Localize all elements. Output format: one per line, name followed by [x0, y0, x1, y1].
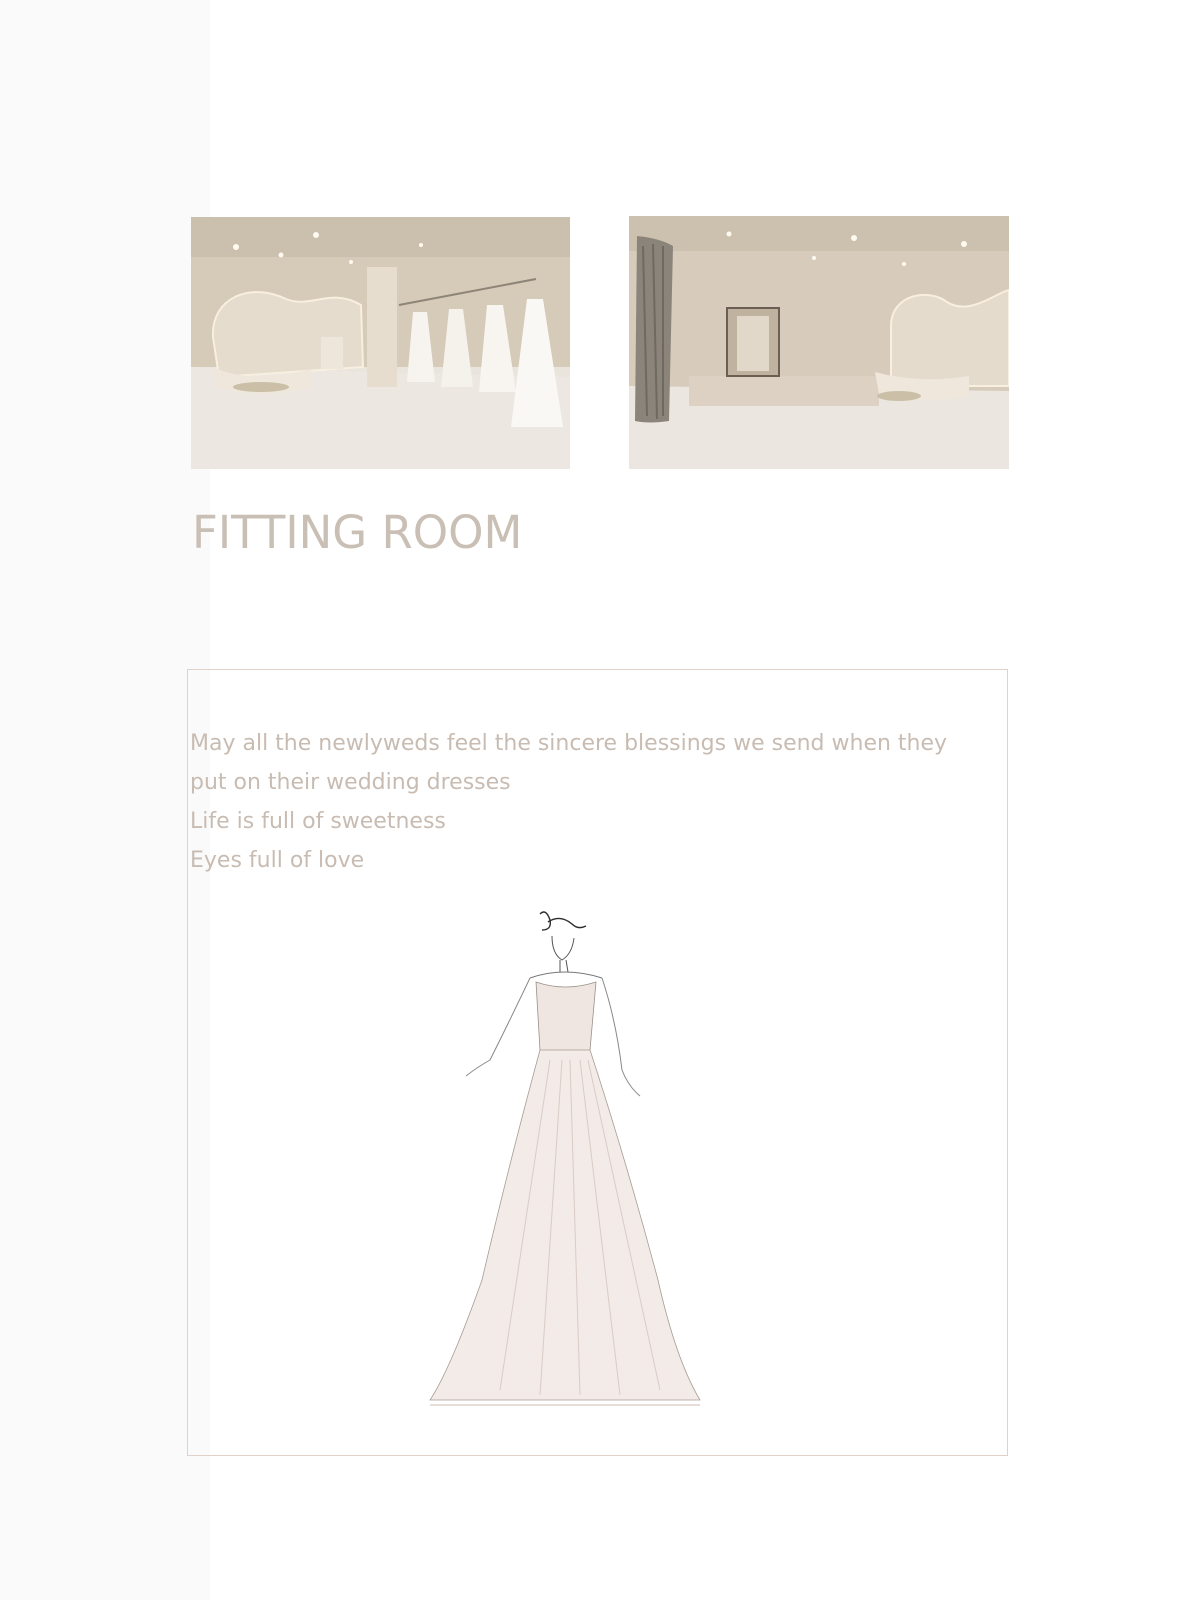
wedding-dress-sketch: [390, 900, 720, 1420]
fitting-room-photo-mirror-and-curtain: [629, 216, 1009, 469]
page-title: FITTING ROOM: [192, 506, 523, 559]
blessing-line: put on their wedding dresses: [190, 770, 511, 795]
fitting-room-photo-sofa-and-dresses: [191, 217, 570, 469]
blessing-line: Life is full of sweetness: [190, 809, 446, 834]
blessing-text: [190, 724, 950, 880]
page-side-strip: [0, 0, 210, 1600]
blessing-line: Eyes full of love: [190, 848, 365, 873]
blessing-line: May all the newlyweds feel the sincere blessings we send when they: [190, 731, 948, 756]
